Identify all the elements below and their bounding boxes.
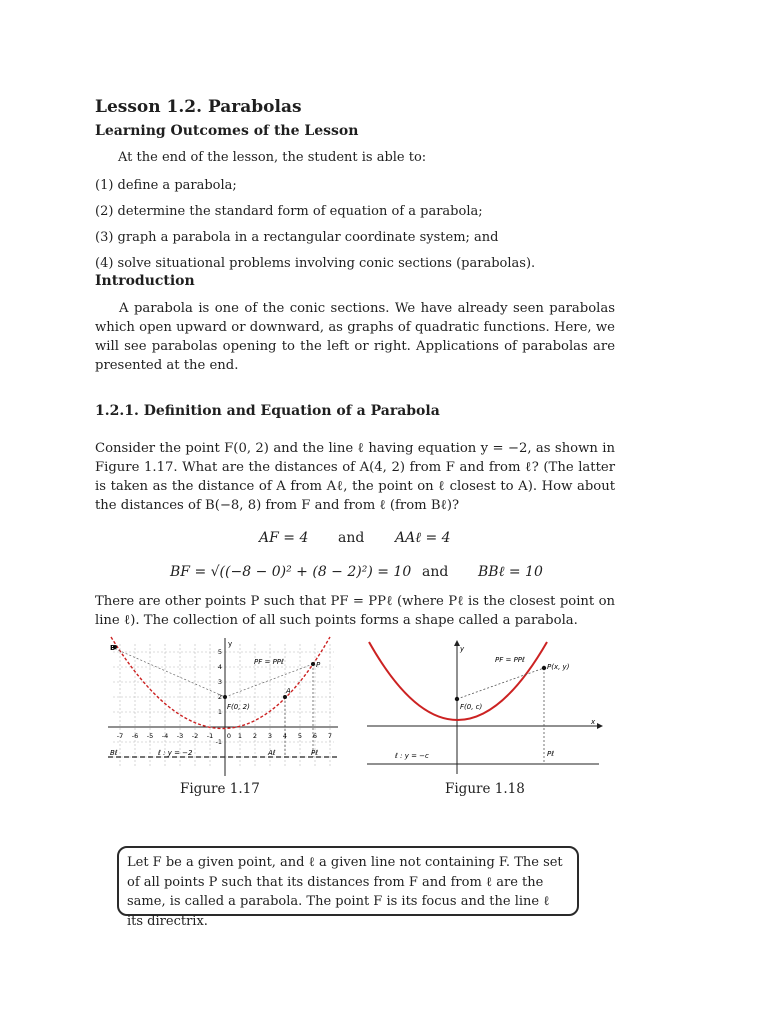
- x-tick-label: 6: [312, 732, 318, 740]
- definition-box: Let F be a given point, and ℓ a given line not containing F. The set of all points P such that its distances from F and from ℓ are the same, is called a parabola. The point F is its focus and the line ℓ its directrix.: [117, 846, 579, 916]
- label-f: F(0, 2): [227, 703, 250, 711]
- y-tick-label: 3: [217, 678, 222, 686]
- label-y: y: [460, 645, 465, 653]
- lesson-title: Lesson 1.2. Parabolas: [95, 97, 302, 117]
- label-p: P(x, y): [547, 663, 570, 671]
- x-tick-label: -4: [161, 732, 169, 740]
- figure-1-17: [108, 636, 340, 778]
- section-heading: 1.2.1. Definition and Equation of a Parabola: [95, 403, 440, 419]
- x-tick-label: 1: [237, 732, 243, 740]
- equation-bbl: BBℓ = 10: [478, 564, 543, 580]
- equation-and-1: and: [338, 530, 365, 546]
- y-tick-label: 4: [217, 663, 222, 671]
- point-p: [542, 666, 546, 670]
- x-tick-label: -3: [176, 732, 184, 740]
- label-pf-eq: PF = PPℓ: [254, 658, 284, 666]
- label-b: B: [110, 644, 116, 652]
- equation-and-2: and: [422, 564, 449, 580]
- outcome-item: (2) determine the standard form of equation of a parabola;: [95, 204, 483, 219]
- outcomes-list: [95, 173, 535, 277]
- point-a: [283, 695, 287, 699]
- x-tick-label: 0: [226, 732, 232, 740]
- focus-point: [455, 697, 459, 701]
- focus-point: [223, 695, 227, 699]
- figure-1-17-caption: Figure 1.17: [180, 781, 260, 797]
- equation-aal: AAℓ = 4: [395, 530, 451, 546]
- segment-fp: [457, 668, 544, 699]
- label-al: Aℓ: [268, 749, 276, 757]
- figure-1-18-caption: Figure 1.18: [445, 781, 525, 797]
- label-p: P: [316, 661, 321, 669]
- grid: [113, 644, 334, 766]
- parabola-curve: [369, 642, 547, 720]
- x-tick-label: -6: [131, 732, 139, 740]
- x-tick-label: -7: [116, 732, 124, 740]
- outcomes-intro: At the end of the lesson, the student is able to:: [118, 150, 427, 165]
- label-bl: Bℓ: [110, 749, 118, 757]
- outcome-item: (4) solve situational problems involving conic sections (parabolas).: [95, 256, 536, 271]
- y-tick-labels: [216, 648, 222, 746]
- x-tick-label: 3: [267, 732, 273, 740]
- label-directrix: ℓ : y = −c: [395, 752, 429, 760]
- y-tick-label: 5: [217, 648, 222, 656]
- y-tick-label: 2: [217, 693, 222, 701]
- x-tick-label: -5: [146, 732, 154, 740]
- label-f: F(0, c): [460, 703, 483, 711]
- label-pl: Pℓ: [311, 749, 319, 757]
- x-tick-labels: [117, 732, 332, 740]
- x-tick-label: -1: [206, 732, 214, 740]
- outcome-item: (3) graph a parabola in a rectangular coordinate system; and: [95, 230, 499, 245]
- equation-af: AF = 4: [259, 530, 309, 546]
- introduction-text: A parabola is one of the conic sections. We have already seen parabolas which open upward or downward, as graphs of quadratic functions. Here, we will see parabolas opening to the left or right. Applications of parabolas are presented at the end.: [95, 301, 615, 373]
- x-tick-label: 4: [282, 732, 288, 740]
- label-pl: Pℓ: [547, 750, 555, 758]
- outcome-item: (1) define a parabola;: [95, 178, 237, 193]
- introduction-heading: Introduction: [95, 273, 195, 289]
- point-p: [311, 662, 315, 666]
- x-tick-label: 7: [327, 732, 333, 740]
- segment-bf: [111, 647, 225, 697]
- label-x: x: [591, 718, 596, 726]
- y-tick-label: 1: [217, 708, 222, 716]
- label-pf-eq: PF = PPℓ: [495, 656, 525, 664]
- section-paragraph-2: There are other points P such that PF = PPℓ (where Pℓ is the closest point on line ℓ). The collection of all such points forms a shape called a parabola.: [95, 594, 615, 628]
- label-a: A: [286, 687, 291, 695]
- label-y: y: [228, 640, 233, 648]
- x-tick-label: 2: [252, 732, 258, 740]
- label-directrix: ℓ : y = −2: [158, 749, 193, 757]
- x-tick-label: 5: [297, 732, 303, 740]
- y-tick-label: -1: [215, 738, 222, 746]
- section-paragraph-1: Consider the point F(0, 2) and the line ℓ having equation y = −2, as shown in Figure 1.17. What are the distances of A(4, 2) from F and from ℓ? (The latter is taken as the distance of A from Aℓ, the point on ℓ closest to A). How about the distances of B(−8, 8) from F and from ℓ (from Bℓ)?: [95, 441, 615, 513]
- figure-1-18: [365, 638, 615, 778]
- x-axis-arrow: [597, 723, 603, 729]
- equation-bf: BF = √((−8 − 0)² + (8 − 2)²) = 10: [170, 564, 412, 580]
- x-tick-label: -2: [191, 732, 199, 740]
- outcomes-heading: Learning Outcomes of the Lesson: [95, 123, 359, 139]
